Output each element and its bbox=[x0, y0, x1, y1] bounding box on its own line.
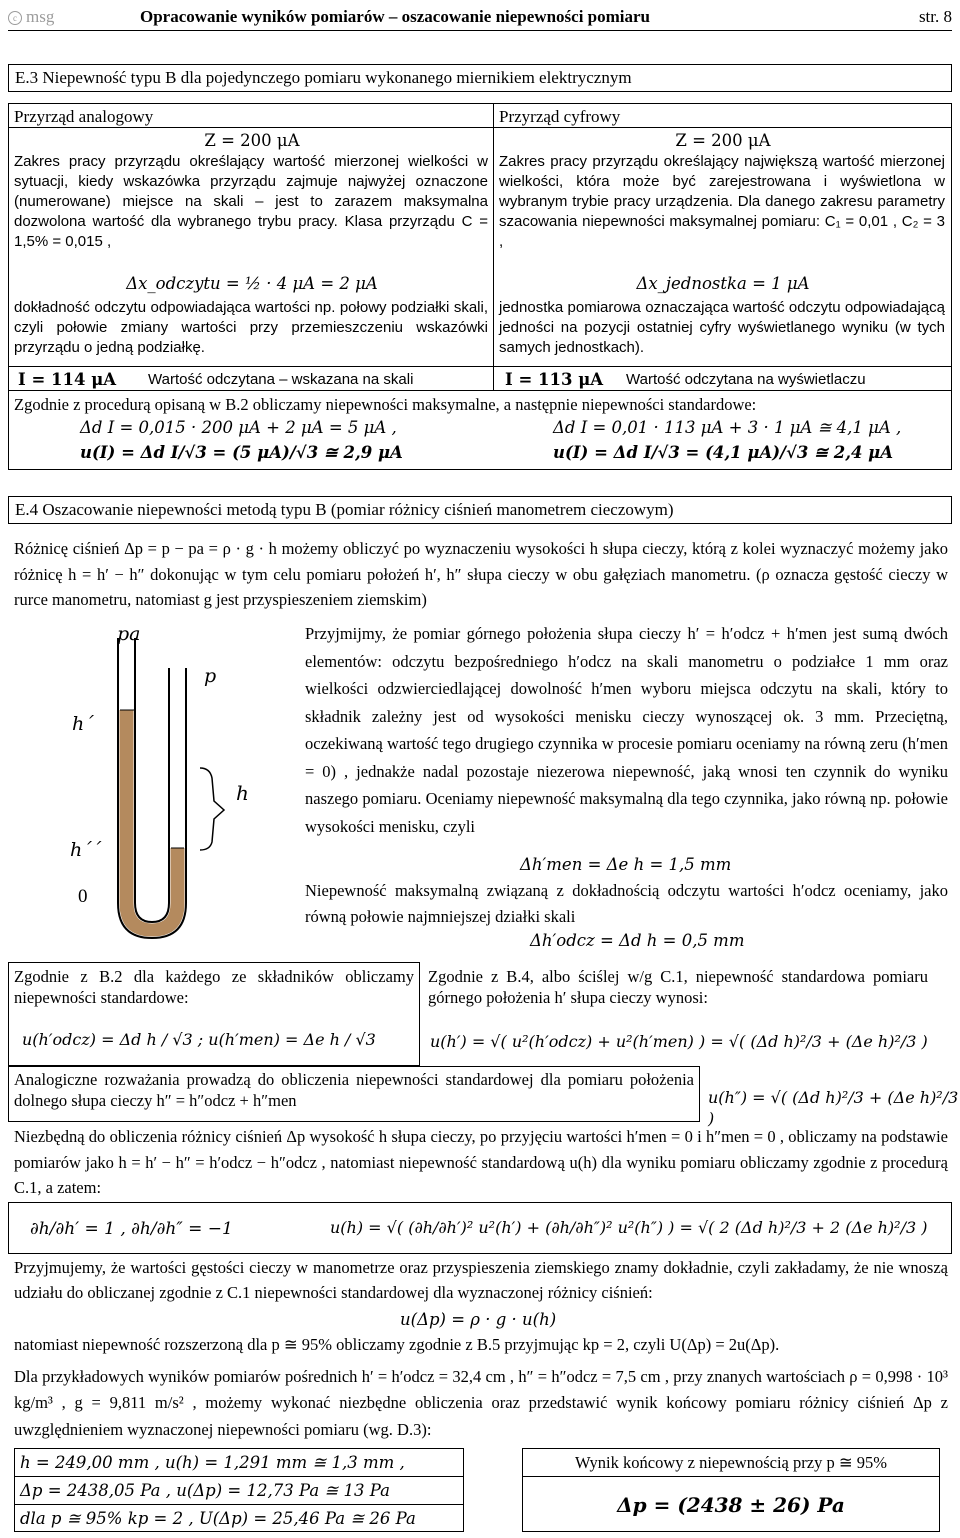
result-row-3: dla p ≅ 95% kp = 2 , U(Δp) = 25,46 Pa ≅ 26 Pa bbox=[20, 1509, 416, 1528]
box-right-eq: u(h′) = √( u²(h′odcz) + u²(h′men) ) = √( (Δd h)²/3 + (Δe h)²/3 ) bbox=[430, 1032, 928, 1051]
e4-intro: Różnicę ciśnień Δp = p − pa = ρ · g · h możemy obliczyć po wyznaczeniu wysokości h słupa cieczy, którą z kolei wyznaczyć możemy jako różnicę h = h′ − h″ dokonując w tym celu pomiaru położeń h′, h″ słupa cieczy w obu gałęziach manometru. (ρ oznacza gęstość cieczy w rurce manometru, natomiast g jest przyspieszeniem ziemskim) bbox=[14, 539, 948, 610]
analog-calc1: Δd I = 0,015 · 200 μA + 2 μA = 5 μA , bbox=[80, 418, 397, 437]
header-title: Opracowanie wyników pomiarów – oszacowanie niepewności pomiaru bbox=[140, 7, 650, 26]
e4-right-text2: Niepewność maksymalną związaną z dokładnością odczytu wartości h′odcz oceniamy, jako równą połowie najmniejszej działki skali bbox=[305, 881, 948, 927]
needed-text: Niezbędną do obliczenia różnicy ciśnień Δp wysokość h słupa cieczy, po przyjęciu wartości h′men = 0 i h″men = 0 , obliczamy na podstawie pomiarów jako h = h′ − h″ = h′odcz − h″odcz , natomiast niepewność standardową u(h) dla wyniku pomiaru obliczamy zgodnie z procedurą C.1, a zatem: bbox=[14, 1127, 948, 1198]
analog-note: dokładność odczytu odpowiadająca wartości np. połowy podziałki skali, czyli połowie zmiany wartości przy przemieszczeniu wskazówki przyrządu o jedną podziałkę. bbox=[14, 299, 488, 356]
logo-text: msg bbox=[26, 7, 55, 26]
expanded-text: natomiast niepewność rozszerzoną dla p ≅ 95% obliczamy zgodnie z B.5 przyjmując kp = 2, czyli U(Δp) = 2u(Δp). bbox=[14, 1335, 780, 1354]
logo bbox=[8, 6, 54, 28]
label-pa: pa bbox=[117, 623, 141, 645]
example-text: Dla przykładowych wyników pomiarów pośrednich h′ = h′odcz = 32,4 cm , h″ = h″odcz = 7,5 cm , przy znanych wartościach ρ = 0,998 · 10³ kg/m³ , g = 9,811 m/s² , możemy wykonać niezbędne obliczenia oraz przedstawić wynik końcowy pomiaru różnicy ciśnień Δp z uwzględnieniem wyznaczonej niepewności pomiaru (wg. D.3): bbox=[14, 1367, 948, 1439]
analog-reading-label: Wartość odczytana – wskazana na skali bbox=[148, 371, 414, 388]
manometer-diagram bbox=[60, 618, 290, 958]
result-row-2: Δp = 2438,05 Pa , u(Δp) = 12,73 Pa ≅ 13 Pa bbox=[20, 1481, 390, 1500]
label-zero: 0 bbox=[78, 886, 88, 907]
label-h-double-prime: h´´ bbox=[70, 839, 102, 861]
e3-divider bbox=[493, 103, 494, 390]
e4-heading: E.4 Oszacowanie niepewności metodą typu B (pomiar różnicy ciśnień manometrem cieczowym) bbox=[8, 496, 952, 524]
manometer-liquid bbox=[120, 710, 185, 937]
results-row-line-2 bbox=[14, 1504, 464, 1505]
digital-z: Z = 200 μA bbox=[675, 131, 771, 150]
final-result-value: Δp = (2438 ± 26) Pa bbox=[617, 1493, 845, 1517]
copyright-icon: c bbox=[8, 11, 22, 25]
results-row-line-1 bbox=[14, 1476, 464, 1477]
analog2-eq: u(h″) = √( (Δd h)²/3 + (Δe h)²/3 ) bbox=[708, 1088, 959, 1128]
deriv-eq: ∂h/∂h′ = 1 , ∂h/∂h″ = −1 bbox=[30, 1219, 233, 1239]
final-result-line bbox=[522, 1476, 940, 1477]
eq-h-odcz: Δh′odcz = Δd h = 0,5 mm bbox=[530, 931, 745, 950]
analog-calc2: u(I) = Δd I/√3 = (5 μA)/√3 ≅ 2,9 μA bbox=[80, 443, 403, 462]
digital-note: jednostka pomiarowa oznaczająca wartość odczytu odpowiadającą jedności na pozycji ostatniej cyfry wyświetlanego wyniku (w tych samych jednostkach). bbox=[499, 299, 945, 356]
e3-reading-line-top bbox=[8, 366, 952, 367]
analog-title: Przyrząd analogowy bbox=[14, 107, 154, 126]
uh-eq: u(h) = √( (∂h/∂h′)² u²(h′) + (∂h/∂h″)² u²(h″) ) = √( 2 (Δd h)²/3 + 2 (Δe h)²/3 ) bbox=[330, 1218, 928, 1237]
e3-reading-line-bottom bbox=[8, 390, 952, 391]
h-bracket bbox=[200, 768, 224, 850]
result-row-1: h = 249,00 mm , u(h) = 1,291 mm ≅ 1,3 mm , bbox=[20, 1453, 405, 1472]
e3-heading: E.3 Niepewność typu B dla pojedynczego pomiaru wykonanego miernikiem elektrycznym bbox=[8, 64, 952, 92]
digital-calc1: Δd I = 0,01 · 113 μA + 3 · 1 μA ≅ 4,1 μA , bbox=[553, 418, 902, 437]
box-right-text: Zgodnie z B.4, albo ściślej w/g C.1, niepewność standardowa pomiaru górnego położenia h′ słupa cieczy wynosi: bbox=[428, 967, 928, 1008]
box-left-text: Zgodnie z B.2 dla każdego ze składników obliczamy niepewności standardowe: bbox=[14, 967, 414, 1008]
final-result-title: Wynik końcowy z niepewnością przy p ≅ 95% bbox=[574, 1453, 888, 1472]
udp-eq: u(Δp) = ρ · g · u(h) bbox=[400, 1310, 557, 1329]
digital-calc2: u(I) = Δd I/√3 = (4,1 μA)/√3 ≅ 2,4 μA bbox=[553, 443, 894, 462]
analog-reading-value: I = 114 μA bbox=[18, 370, 117, 389]
label-p: p bbox=[204, 665, 217, 687]
box-left-eq: u(h′odcz) = Δd h / √3 ; u(h′men) = Δe h / √3 bbox=[22, 1030, 376, 1049]
e3-procedure: Zgodnie z procedurą opisaną w B.2 obliczamy niepewności maksymalne, a następnie niepewności standardowe: bbox=[14, 395, 757, 414]
digital-reading-label: Wartość odczytana na wyświetlaczu bbox=[626, 371, 866, 388]
label-h-prime: h´ bbox=[72, 713, 94, 735]
digital-title: Przyrząd cyfrowy bbox=[499, 107, 621, 126]
digital-formula: Δx_jednostka = 1 μA bbox=[636, 274, 810, 293]
eq-h-men: Δh′men = Δe h = 1,5 mm bbox=[520, 855, 732, 874]
digital-reading-value: I = 113 μA bbox=[505, 370, 604, 389]
analog2-text: Analogiczne rozważania prowadzą do obliczenia niepewności standardowej dla pomiaru położenia dolnego słupa cieczy h″ = h″odcz + h″men bbox=[14, 1070, 694, 1111]
analog-formula: Δx_odczytu = ½ · 4 μA = 2 μA bbox=[126, 274, 378, 293]
e4-right-text: Przyjmijmy, że pomiar górnego położenia słupa cieczy h′ = h′odcz + h′men jest sumą dwóch elementów: odczytu bezpośredniego h′odcz na skali manometru o podziałce 1 mm oraz wielkości odzwierciedlającej dowolność h′men wyboru miejsca odczytu na skali, który to składnik zależny jest od wysokości menisku cieczy wynoszącej ok. 3 mm. Przeciętną, oczekiwaną wartość tego drugiego czynnika w procesie pomiaru oceniamy na równą zeru (h′men = 0) , jednakże nadal pozostaje niezerowa niepewność, jaką wnosi ten czynnik do wyniku naszego pomiaru. Oceniamy niepewność maksymalną dla tego czynnika, jako równą np. połowie wysokości menisku, czyli bbox=[305, 624, 948, 836]
digital-desc: Zakres pracy przyrządu określający największą wartość mierzonej wielkości, która może być zarejestrowana i wyświetlona w wybranym trybie pracy urządzenia. Dla danego zakresu parametry szacowania niepewności maksymalnej pomiaru: C₁ = 0,01 , C₂ = 3 , bbox=[499, 153, 945, 250]
analog-z: Z = 200 μA bbox=[204, 131, 300, 150]
manometer-tube-inner bbox=[135, 638, 169, 922]
assume-text: Przyjmujemy, że wartości gęstości cieczy w manometrze oraz przyspieszenia ziemskiego znamy dokładnie, czyli zakładamy, że nie wnoszą udziału do obliczanej zgodnie z C.1 niepewności standardowej dla wyznaczonej różnicy ciśnień: bbox=[14, 1258, 948, 1302]
analog-desc: Zakres pracy przyrządu określający wartość mierzonej wielkości w sytuacji, kiedy wskazówka przyrządu zajmuje najwyżej oznaczone (numerowane) miejsce na skali – jest to zarazem maksymalna dozwolona wartość dla wybranego trybu pracy. Klasa przyrządu C = 1,5% = 0,015 , bbox=[14, 153, 488, 250]
label-h: h bbox=[236, 781, 249, 805]
page-number: str. 8 bbox=[918, 7, 952, 26]
page-header bbox=[8, 2, 952, 31]
